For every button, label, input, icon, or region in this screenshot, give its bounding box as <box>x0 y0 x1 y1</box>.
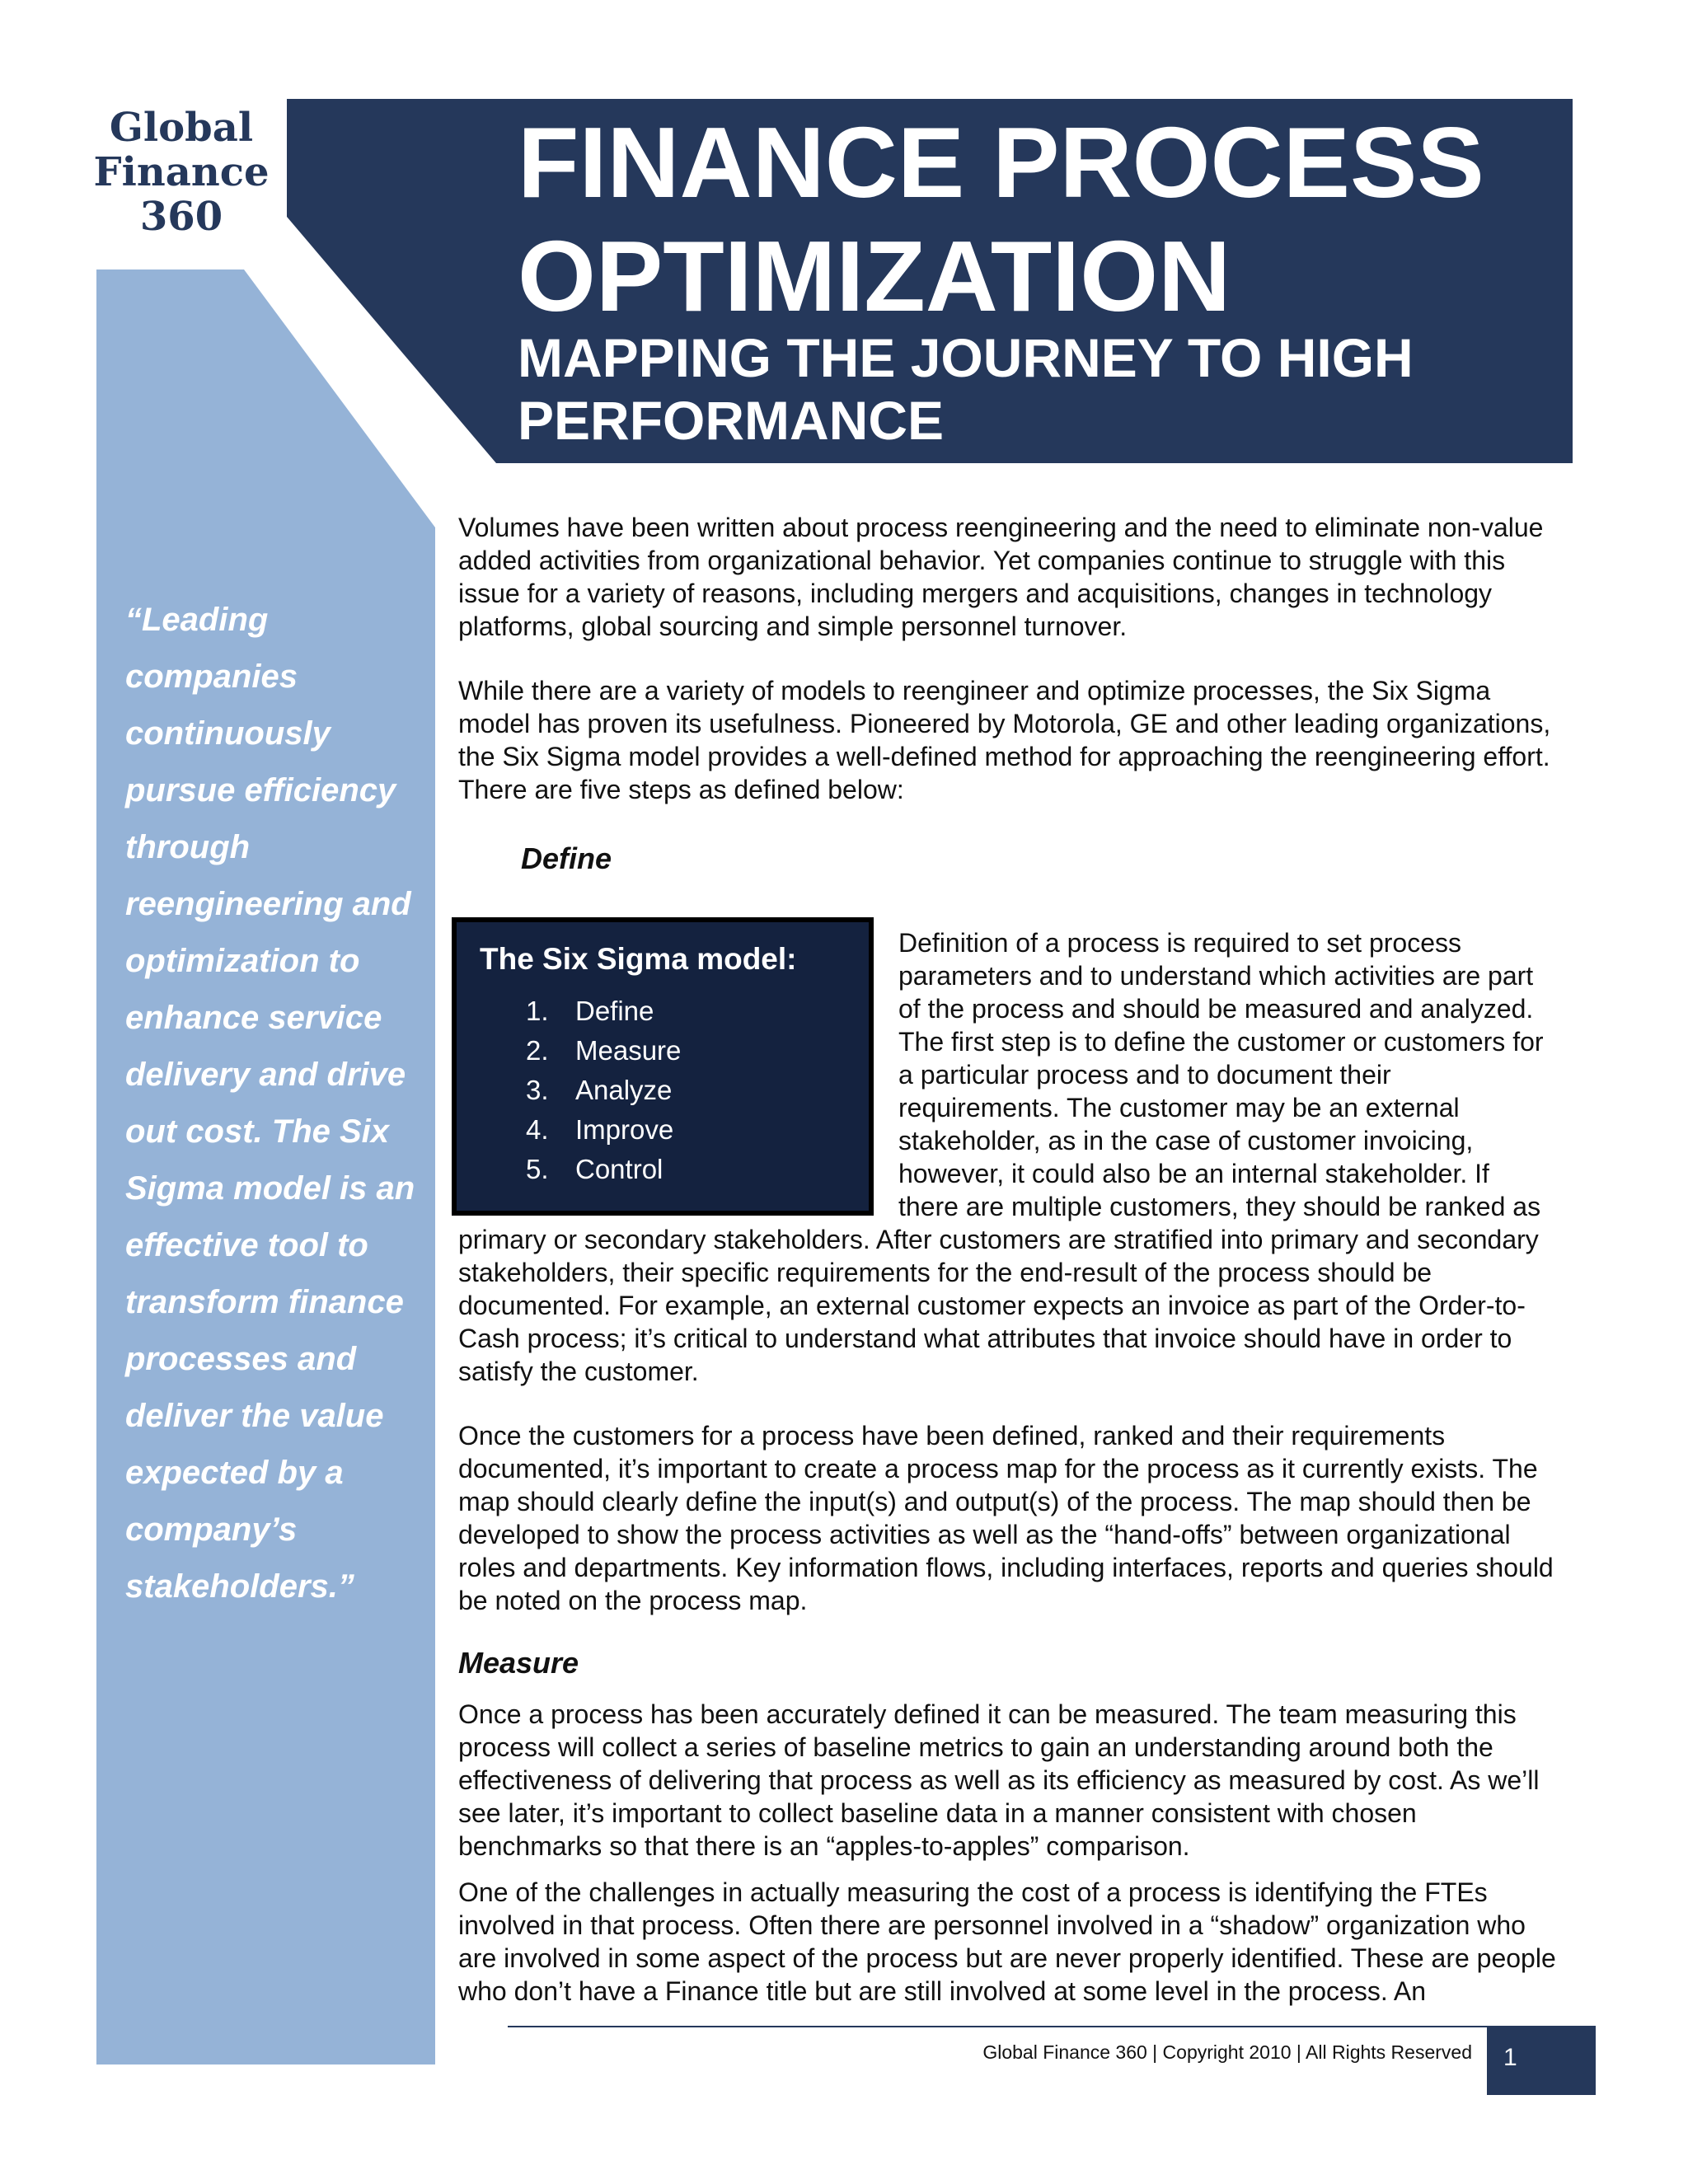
define-heading: Define <box>521 841 612 875</box>
logo-line-2: Finance <box>93 149 270 195</box>
six-sigma-step: 5. Control <box>526 1154 663 1184</box>
page-subtitle: MAPPING THE JOURNEY TO HIGH PERFORMANCE <box>518 327 1414 451</box>
measure-paragraph-2: One of the challenges in actually measuring the cost of a process is identifying the FTEs involved in that process. Often there are personnel involved in a “shadow” organization who are involved in some aspect of the process but are never properly identified. These are people who don’t have a Finance title but are still involved at some level in the process. An <box>458 1877 1556 2006</box>
measure-paragraph-1: Once a process has been accurately defined it can be measured. The team measuring this process will collect a series of baseline metrics to gain an understanding around both the effectiveness of delivering that process as well as its efficiency as measured by cost. As we’ll see later, it’s important to collect baseline data in a manner consistent with chosen benchmarks so that there is an “apples-to-apples” comparison. <box>458 1699 1540 1861</box>
define-paragraph-1-continued: primary or secondary stakeholders. After customers are stratified into primary and secondary stakeholders, their specific requirements for the end-result of the process should be documented. For example, an external customer expects an invoice as part of the Order-to-Cash process; it’s critical to understand what attributes that invoice should have in order to satisfy the customer. <box>458 1225 1539 1386</box>
page-number: 1 <box>1503 2044 1517 2071</box>
six-sigma-step: 4. Improve <box>526 1114 674 1145</box>
six-sigma-list <box>526 991 681 1189</box>
six-sigma-title: The Six Sigma model: <box>480 942 797 976</box>
six-sigma-callout <box>452 917 874 1216</box>
six-sigma-step: 3. Analyze <box>526 1075 673 1105</box>
page-title: FINANCE PROCESS OPTIMIZATION <box>518 106 1484 332</box>
footer-copyright: Global Finance 360 | Copyright 2010 | All Rights Reserved <box>982 2041 1472 2063</box>
intro-paragraph-2: While there are a variety of models to reengineer and optimize processes, the Six Sigma model has proven its usefulness. Pioneered by Motorola, GE and other leading organizations, the Six Sigma model provides a well-defined method for approaching the reengineering effort. There are five steps as defined below: <box>458 676 1551 804</box>
logo-line-3: 360 <box>139 194 223 240</box>
measure-heading: Measure <box>458 1646 579 1680</box>
six-sigma-step: 1. Define <box>526 996 654 1026</box>
define-paragraph-2: Once the customers for a process have been defined, ranked and their requirements documented, it’s important to create a process map for the process as it currently exists. The map should clearly define the input(s) and output(s) of the process. The map should then be developed to show the process activities as well as the “hand-offs” between organizational roles and departments. Key information flows, including interfaces, reports and queries should be noted on the process map. <box>458 1421 1554 1615</box>
pull-quote: “Leading companies continuously pursue efficiency through reengineering and optimization to enhance service delivery and drive out cost. The Six Sigma model is an effective tool to transform finance processes and deliver the value expected by a company’s stakeholders.” <box>125 602 415 1605</box>
page-number-badge <box>1487 2027 1596 2095</box>
logo-line-1: Global <box>109 105 254 151</box>
logo <box>91 105 272 239</box>
footer-divider <box>508 2026 1596 2027</box>
six-sigma-step: 2. Measure <box>526 1035 682 1066</box>
intro-paragraph-1: Volumes have been written about process reengineering and the need to eliminate non-value added activities from organizational behavior. Yet companies continue to struggle with this issue for a variety of reasons, including mergers and acquisitions, changes in technology platforms, global sourcing and simple personnel turnover. <box>458 513 1544 641</box>
define-paragraph-1-wrapped: Definition of a process is required to set process parameters and to understand which activities are part of the process and should be measured and analyzed. The first step is to define the customer or customers for a particular process and to document their requirements. The customer may be an external stakeholder, as in the case of customer invoicing, however, it could also be an internal stakeholder. If there are multiple customers, they should be ranked as <box>898 928 1544 1221</box>
